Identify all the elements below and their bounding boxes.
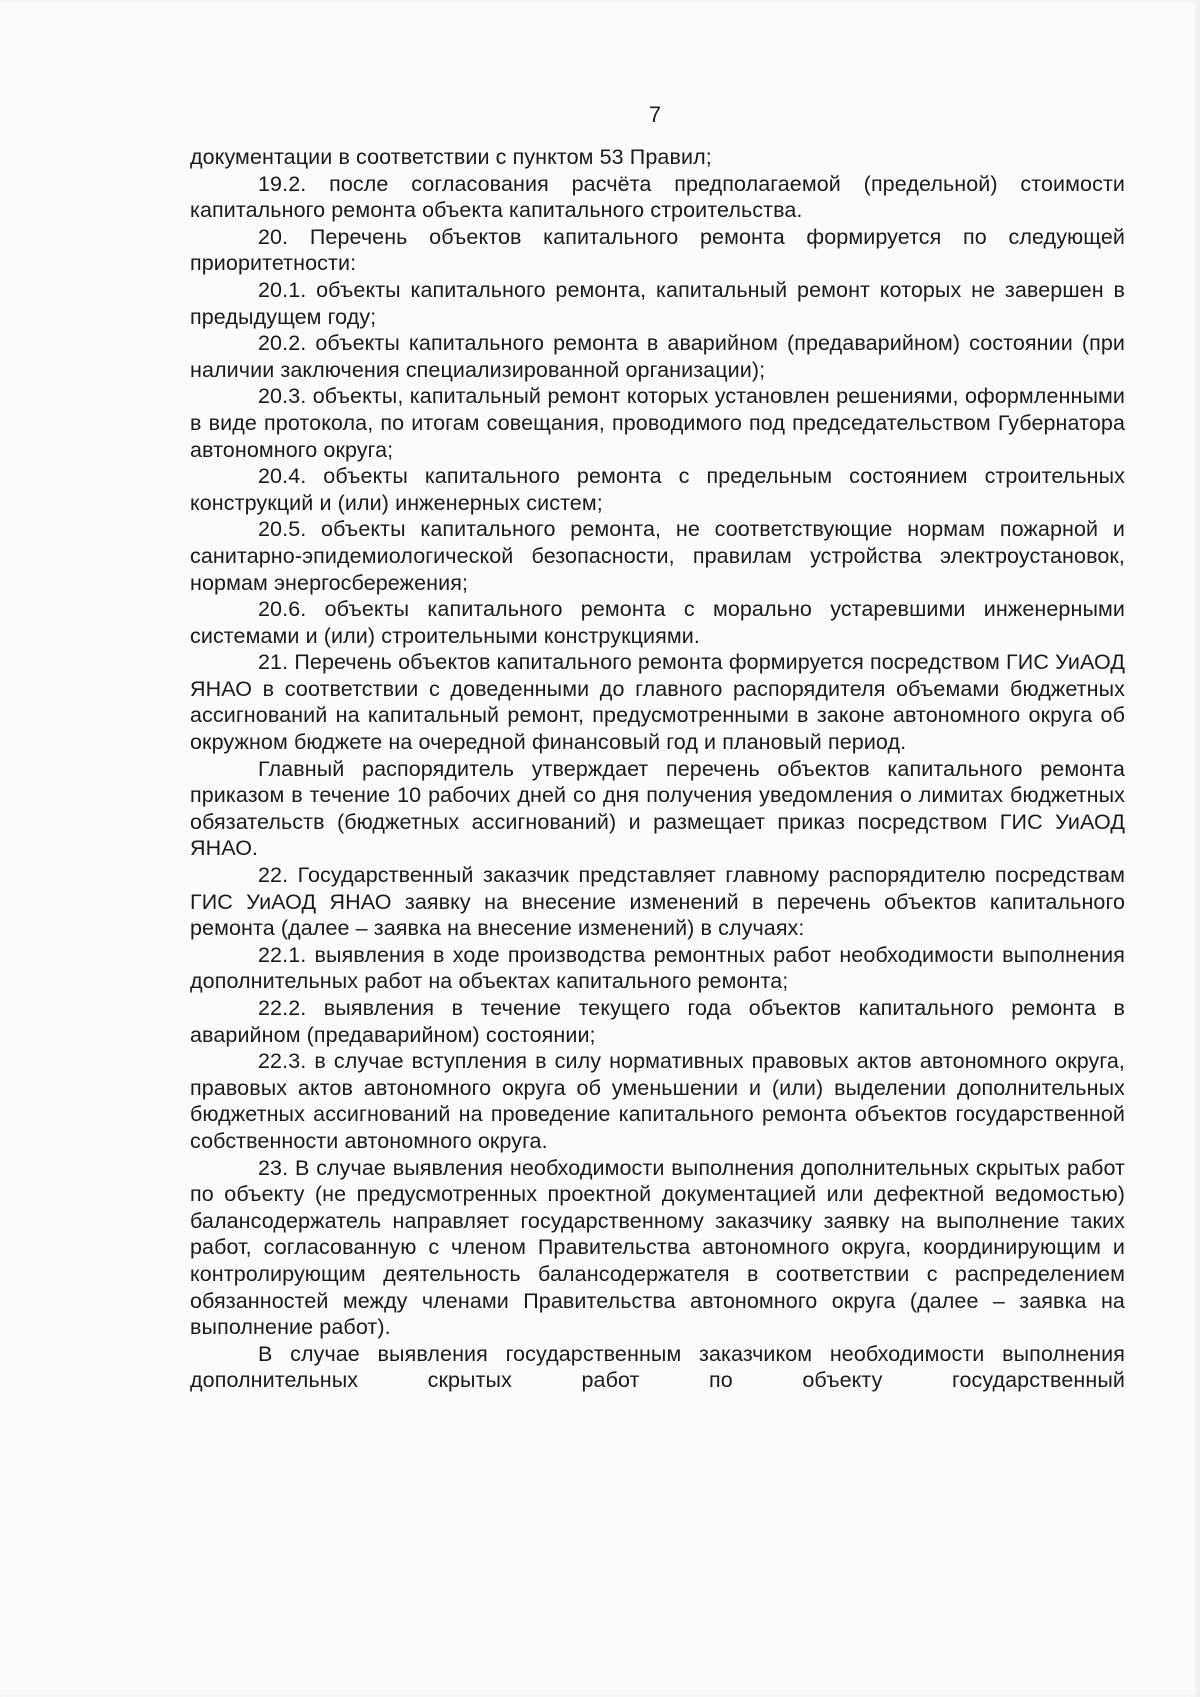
paragraph-20: 20. Перечень объектов капитального ремонта формируется по следующей приоритетности:	[190, 224, 1125, 276]
paragraph-23-cont: В случае выявления государственным заказчиком необходимости выполнения дополнительных скрытых работ по объекту государственный	[190, 1341, 1125, 1393]
paragraph-22-2: 22.2. выявления в течение текущего года объектов капитального ремонта в аварийном (предаварийном) состоянии;	[190, 996, 1125, 1047]
paragraph-20-1: 20.1. объекты капитального ремонта, капитальный ремонт которых не завершен в предыдущем году;	[190, 277, 1125, 329]
paragraph-20-2: 20.2. объекты капитального ремонта в аварийном (предаварийном) состоянии (при наличии заключения специализированной организации);	[190, 331, 1125, 382]
paragraph-20-6: 20.6. объекты капитального ремонта с морально устаревшими инженерными системами и (или) строительными конструкциями.	[190, 597, 1125, 648]
paragraph-20-4: 20.4. объекты капитального ремонта с предельным состоянием строительных конструкций и (или) инженерных систем;	[190, 464, 1125, 515]
paragraph-20-5: 20.5. объекты капитального ремонта, не соответствующие нормам пожарной и санитарно-эпидемиологической безопасности, правилам устройства электроустановок, нормам энергосбережения;	[190, 517, 1125, 595]
page-number: 7	[648, 102, 662, 127]
paragraph-20-3: 20.3. объекты, капитальный ремонт которых установлен решениями, оформленными в виде протокола, по итогам совещания, проводимого под председательством Губернатора автономного округа;	[190, 384, 1125, 462]
paragraph-21: 21. Перечень объектов капитального ремонта формируется посредством ГИС УиАОД ЯНАО в соответствии с доведенными до главного распорядителя объемами бюджетных ассигнований на капитальный ремонт, предусмотренными в законе автономного округа об окружном бюджете на очередной финансовый год и плановый период.	[190, 650, 1125, 755]
paragraph-22-1: 22.1. выявления в ходе производства ремонтных работ необходимости выполнения дополнительных работ на объектах капитального ремонта;	[190, 942, 1125, 994]
document-body	[190, 144, 1125, 1394]
paragraph-19-2: 19.2. после согласования расчёта предполагаемой (предельной) стоимости капитального ремонта объекта капитального строительства.	[190, 171, 1125, 223]
paragraph-23: 23. В случае выявления необходимости выполнения дополнительных скрытых работ по объекту (не предусмотренных проектной документацией или дефектной ведомостью) балансодержатель направляет государственному заказчику заявку на выполнение таких работ, согласованную с членом Правительства автономного округа, координирующим и контролирующим деятельность балансодержателя в соответствии с распределением обязанностей между членами Правительства автономного округа (далее – заявка на выполнение работ).	[190, 1155, 1125, 1340]
paragraph-22: 22. Государственный заказчик представляет главному распорядителю посредствам ГИС УиАОД ЯНАО заявку на внесение изменений в перечень объектов капитального ремонта (далее – заявка на внесение изменений) в случаях:	[190, 863, 1125, 941]
paragraph-continuation: документации в соответствии с пунктом 53 Правил;	[190, 145, 712, 169]
paragraph-21-approval: Главный распорядитель утверждает перечень объектов капитального ремонта приказом в течение 10 рабочих дней со дня получения уведомления о лимитах бюджетных обязательств (бюджетных ассигнований) и размещает приказ посредством ГИС УиАОД ЯНАО.	[190, 756, 1125, 861]
paragraph-22-3: 22.3. в случае вступления в силу нормативных правовых актов автономного округа, правовых актов автономного округа об уменьшении и (или) выделении дополнительных бюджетных ассигнований на проведение капитального ремонта объектов государственной собственности автономного округа.	[190, 1049, 1125, 1153]
